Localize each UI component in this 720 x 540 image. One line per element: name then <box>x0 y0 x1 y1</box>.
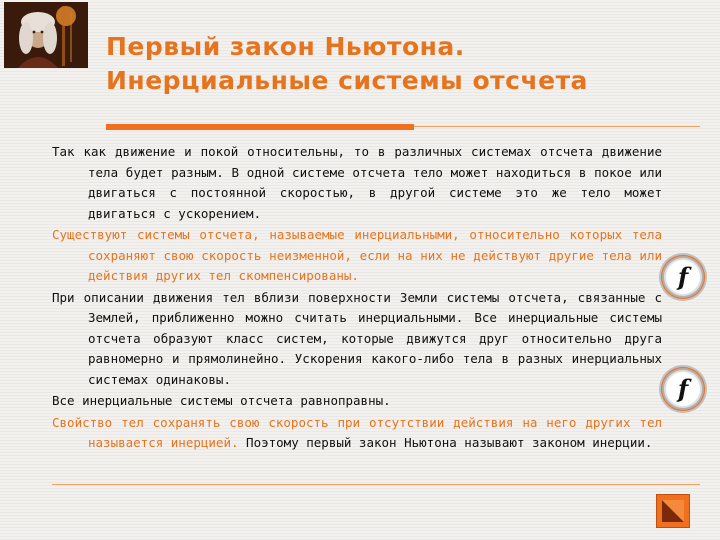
function-f-icon[interactable] <box>666 372 700 406</box>
nav-arrow-icon <box>658 496 688 526</box>
footer-divider <box>52 484 700 485</box>
paragraph-text: Поэтому первый закон Ньютона называют законом инерции. <box>246 435 653 450</box>
newton-portrait-logo <box>4 2 88 68</box>
title-line-1: Первый закон Ньютона. <box>106 32 465 61</box>
paragraph-relativity <box>52 142 662 224</box>
paragraph-text: Так как движение и покой относительны, то в различных системах отсчета движение тела будет разным. В одной системе отсчета тело может находиться в покое или двигаться с постоянной скоростью, в другой системе это же тело может двигаться с ускорением. <box>52 144 662 221</box>
paragraph-equivalence <box>52 391 662 412</box>
paragraph-inertia <box>52 413 662 454</box>
function-f-icon[interactable] <box>666 260 700 294</box>
badge-glyph: f <box>677 261 689 291</box>
paragraph-text-highlight: Существуют системы отсчета, называемые инерциальными, относительно которых тела сохраняют свою скорость неизменной, если на них не действуют другие тела или действия других тел скомпенсированы. <box>52 227 662 283</box>
paragraph-inertial-definition <box>52 225 662 287</box>
next-slide-button[interactable] <box>656 494 690 528</box>
paragraph-text-highlight: Свойство тел сохранять свою скорость при отсутствии действия на него других тел называется инерцией. <box>52 414 662 450</box>
paragraph-text: При описании движения тел вблизи поверхности Земли системы отсчета, связанные с Землей, приближенно можно считать инерциальными. Все инерциальные системы отсчета образуют класс систем, которые движутся друг относительно друга равномерно и прямолинейно. Ускорения какого-либо тела в разных инерциальных системах одинаковы. <box>52 289 662 387</box>
badge-glyph: f <box>677 373 689 403</box>
page-title <box>106 30 706 98</box>
paragraph-text: Все инерциальные системы отсчета равноправны. <box>52 393 391 408</box>
title-line-2: Инерциальные системы отсчета <box>106 66 588 95</box>
title-accent-bar <box>106 124 414 130</box>
slide-body <box>52 142 662 454</box>
paragraph-earth-frames <box>52 288 662 391</box>
